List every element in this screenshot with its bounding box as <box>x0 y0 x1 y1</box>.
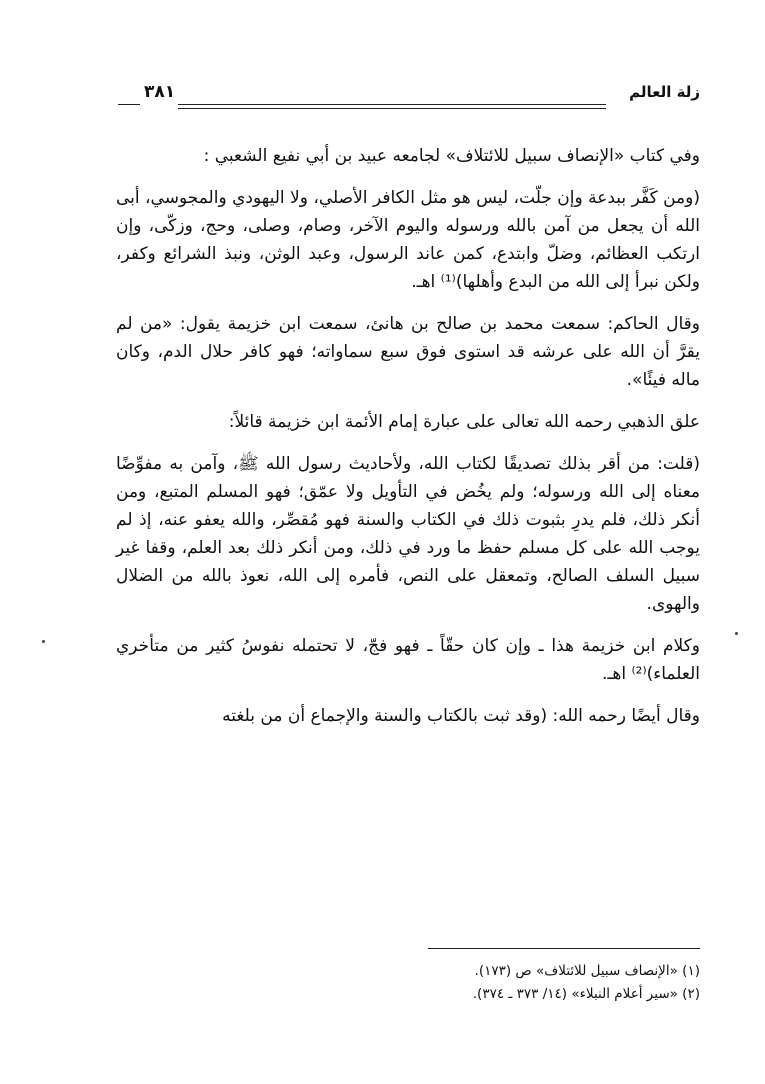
header-rule-top <box>178 104 606 105</box>
running-title: زلة العالم <box>629 83 700 101</box>
page-header <box>118 82 700 106</box>
footnote-separator <box>428 948 700 949</box>
footnote-1: (١) «الإنصاف سبيل للائتلاف» ص (١٧٣). <box>474 963 700 979</box>
paragraph-1: وفي كتاب «الإنصاف سبيل للائتلاف» لجامعه عبيد بن أبي نفيع الشعبي : <box>203 146 700 166</box>
body-text <box>116 142 700 744</box>
scan-speck <box>735 632 738 635</box>
paragraph-7: وقال أيضًا رحمه الله: (وقد ثبت بالكتاب والسنة والإجماع أن من بلغته <box>222 706 700 726</box>
paragraph-6: وكلام ابن خزيمة هذا ـ وإن كان حقّاً ـ فهو فجّ، لا تحتمله نفوسُ كثير من متأخري العلماء)⁽²⁾ اهـ. <box>116 636 700 684</box>
header-rule-bottom <box>178 108 606 109</box>
footnotes <box>116 960 700 1006</box>
scan-speck <box>42 640 45 643</box>
header-rule-short <box>118 104 140 105</box>
paragraph-5: (قلت: من أقر بذلك تصديقًا لكتاب الله، ولأحاديث رسول الله ﷺ، وآمن به مفوِّضًا معناه إلى الله ورسوله؛ ولم يخُض في التأويل ولا عمّق؛ فهو المسلم المتبع، ومن أنكر ذلك، فلم يدرِ بثبوت ذلك في الكتاب والسنة فهو مُقصِّر، والله يعفو عنه، إذ لم يوجب الله على كل مسلم حفظ ما ورد في ذلك، ومن أنكر ذلك بعد العلم، وقفا غير سبيل السلف الصالح، وتمعقل على النص، فأمره إلى الله، نعوذ بالله من الضلال والهوى. <box>116 454 700 614</box>
paragraph-2: (ومن كَفَّر ببدعة وإن جلّت، ليس هو مثل الكافر الأصلي، ولا اليهودي والمجوسي، أبى الله أن يجعل من آمن بالله ورسوله واليوم الآخر، وصام، وصلى، وحج، وزكّى، وإن ارتكب العظائم، وضلّ وابتدع، كمن عاند الرسول، وعبد الوثن، ونبذ الشرائع وكفر، ولكن نبرأ إلى الله من البدع وأهلها)⁽¹⁾ اهـ. <box>116 188 700 292</box>
footnote-2: (٢) «سير أعلام النبلاء» (١٤/ ٣٧٣ ـ ٣٧٤). <box>472 986 700 1002</box>
paragraph-3: وقال الحاكم: سمعت محمد بن صالح بن هانئ، سمعت ابن خزيمة يقول: «من لم يقرَّ أن الله على عرشه قد استوى فوق سبع سماواته؛ فهو كافر حلال الدم، وكان ماله فيئًا». <box>116 314 700 390</box>
paragraph-4: علق الذهبي رحمه الله تعالى على عبارة إمام الأئمة ابن خزيمة قائلاً: <box>228 412 700 432</box>
page-number: ٣٨١ <box>144 82 176 102</box>
